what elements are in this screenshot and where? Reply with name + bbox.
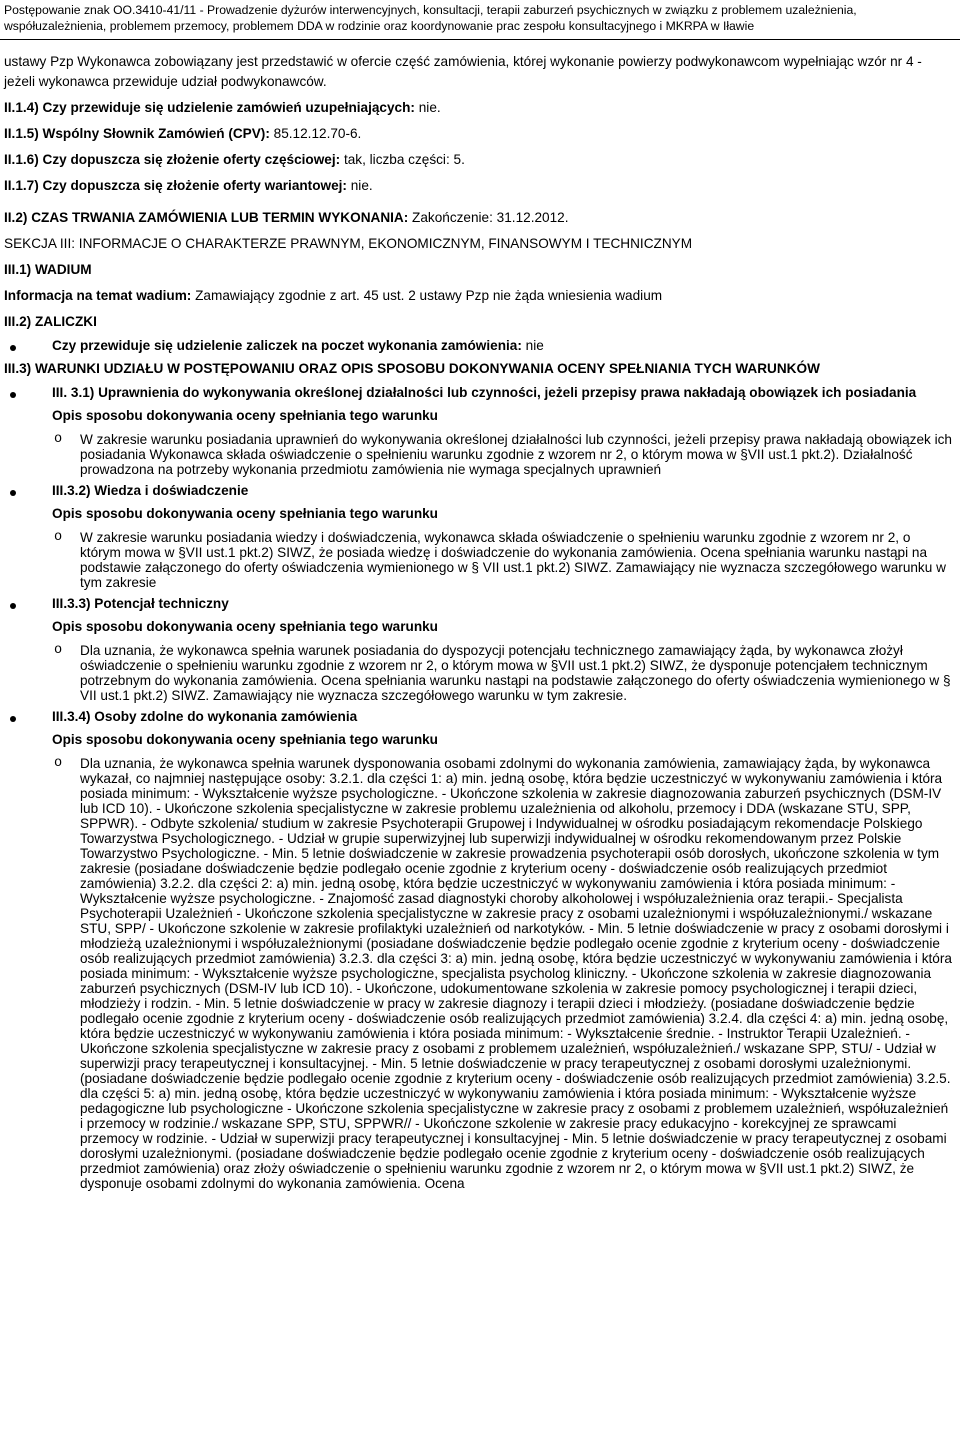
condition-title: III.3.3) Potencjał techniczny [52, 596, 229, 611]
section-ii-1-7 [4, 176, 956, 196]
zaliczki-list [4, 338, 956, 353]
wadium-value: Zamawiający zgodnie z art. 45 ust. 2 ustawy Pzp nie żąda wniesienia wadium [195, 288, 663, 303]
section-ii-1-7-label: II.1.7) Czy dopuszcza się złożenie oferty wariantowej: [4, 178, 347, 193]
condition-description: o Dla uznania, że wykonawca spełnia warunek dysponowania osobami zdolnymi do wykonania zamówienia, zamawiający żąda, by wykonawca wykazał, co najmniej następujące osoby: 3.2.1. dla części 1: a) min. jedną osobę, która będzie uczestniczyć w wykonywaniu zamówienia i która posiada minimum: - Wykształcenie wyższe psychologiczne. - Ukończone szkolenia w zakresie diagnozowania zaburzeń psychicznych (DSM-IV lub ICD 10). - Ukończone szkolenia specjalistyczne w zakresie problemu uzależnienia od alkoholu, przemocy i DDA (wskazane STU, SPP, SPPWR). - Odbyte szkolenia/ studium w zakresie Psychoterapii Grupowej i Indywidualnej w ośrodku posiadającym rekomendacje Polskiego Towarzystwa Psychologicznego. - Udział w grupie superwizyjnej lub superwizji indywidualnej w ośrodku rekomendowanym przez Polskie Towarzystwo Psychologiczne. - Min. 5 letnie doświadczenie w zakresie prowadzenia psychoterapii osób dorosłych, ukończone szkolenia w tym zakresie (posiadane doświadczenie będzie podlegało ocenie zgodnie z kryterium oceny - doświadczenie osób realizujących przedmiot zamówienia) 3.2.2. dla części 2: a) min. jedną osobę, która będzie uczestniczyć w wykonywaniu zamówienia i która posiada minimum: - Wykształcenie wyższe psychologiczne. - Znajomość zasad diagnostyki choroby alkoholowej i współuzależnienia oraz terapii.- Specjalista Psychoterapii Uzależnień - Ukończone szkolenia specjalistyczne w zakresie pracy z osobami uzależnionymi i współuzależnionymi./ wskazane STU, SPP/ - Ukończone szkolenie w zakresie profilaktyki uzależnień od narkotyków. - Min. 5 letnie doświadczenie w pracy z osobami dorosłymi i młodzieżą uzależnionymi i współuzależnionymi (posiadane doświadczenie będzie podlegało ocenie zgodnie z kryterium oceny - doświadczenie osób realizujących przedmiot zamówienia) 3.2.3. dla części 3: a) min. jedną osobę, która będzie uczestniczyć w wykonywaniu zamówienia i która posiada minimum: - Wykształcenie wyższe psychologiczne, specjalista psycholog kliniczny. - Ukończone szkolenia w zakresie diagnozowania zaburzeń psychicznych (DSM-IV lub ICD 10). - Ukończone, udokumentowane szkolenia w zakresie pomocy psychologicznej i terapii dzieci, młodzieży i rodzin. - Min. 5 letnie doświadczenie w pracy w zakresie diagnozy i terapii dzieci i młodzieży. (posiadane doświadczenie będzie podlegało ocenie zgodnie z kryterium oceny - doświadczenie osób realizujących przedmiot zamówienia) 3.2.4. dla części 4: a) min. jedną osobę, która będzie uczestniczyć w wykonywaniu zamówienia i która posiada minimum: - Wykształcenie średnie. - Instruktor Terapii Uzależnień. - Ukończone szkolenia specjalistyczne w zakresie pracy z osobami z problemem uzależnień, współuzależnień./ wskazane SPP, STU/ - Udział w superwizji pracy terapeutycznej i konsultacyjnej. - Min. 5 letnie doświadczenie w pracy terapeutycznej z osobami dorosłymi uzależnionymi. (posiadane doświadczenie będzie podlegało ocenie zgodnie z kryterium oceny - doświadczenie osób realizujących przedmiot zamówienia) 3.2.5. dla części 5: a) min. jedną osobę, która będzie uczestniczyć w wykonywaniu zamówienia i która posiada minimum: - Wykształcenie wyższe pedagogiczne lub psychologiczne - Ukończone szkolenia specjalistyczne w zakresie pracy z osobami z problemem uzależnień, współuzależnień i przemocy w rodzinie./ wskazane SPP, STU, SPPWR// - Ukończone szkolenie w zakresie pracy edukacyjno - korekcyjnej ze sprawcami przemocy w rodzinie. - Udział w superwizji pracy terapeutycznej i konsultacyjnej - Min. 5 letnie doświadczenie w pracy terapeutycznej z osobami dorosłymi uzależnionymi. (posiadane doświadczenie będzie podlegało ocenie zgodnie z kryterium oceny - doświadczenie osób realizujących przedmiot zamówienia) oraz złoży oświadczenie o spełnieniu warunku zgodnie z wzorem nr 2, o którym mowa w §VII ust.1 pkt.2) SIWZ, że dysponuje osobami zdolnymi do wykonania zamówienia. Ocena [4, 756, 956, 1191]
condition-item [4, 596, 956, 611]
condition-description-list [4, 530, 956, 590]
header-text: Postępowanie znak OO.3410-41/11 - Prowadzenie dyżurów interwencyjnych, konsultacji, terapii zaburzeń psychicznych w związku z problemem uzależnienia, współuzależnienia, problemem przemocy, problemem DDA w rodzinie oraz koordynowanie prac zespołu konsultacyjnego i MKRPA w Iławie [4, 3, 857, 33]
conditions-list [4, 483, 956, 498]
condition-description: o W zakresie warunku posiadania wiedzy i doświadczenia, wykonawca składa oświadczenie o spełnieniu warunku zgodnie z wzorem nr 2, o którym mowa w §VII ust.1 pkt.2) SIWZ, że posiada wiedzę i doświadczenie do wykonania zamówienia. Ocena spełniania warunku nastąpi na podstawie załączonego do oferty oświadczenia wymienionego w § VII ust.1 pkt.2) SIWZ. Zamawiający nie wyznacza szczegółowego warunku w tym zakresie [4, 530, 956, 590]
section-ii-1-4 [4, 98, 956, 118]
section-iii-3-title: III.3) WARUNKI UDZIAŁU W POSTĘPOWANIU ORAZ OPIS SPOSOBU DOKONYWANIA OCENY SPEŁNIANIA TYCH WARUNKÓW [4, 361, 820, 376]
opis-label: Opis sposobu dokonywania oceny spełniania tego warunku [52, 619, 438, 634]
section-ii-1-5-value: 85.12.12.70-6. [273, 126, 362, 141]
opis-label: Opis sposobu dokonywania oceny spełniania tego warunku [52, 408, 438, 423]
section-ii-2 [4, 208, 956, 228]
section-iii-1-title: III.1) WADIUM [4, 262, 92, 277]
zaliczki-value: nie [525, 338, 544, 353]
section-ii-1-7-value: nie. [350, 178, 373, 193]
zaliczki-item [4, 338, 956, 353]
condition-title: III.3.4) Osoby zdolne do wykonania zamówienia [52, 709, 358, 724]
conditions-list [4, 709, 956, 724]
conditions-list [4, 596, 956, 611]
condition-item [4, 709, 956, 724]
section-ii-1-5-label: II.1.5) Wspólny Słownik Zamówień (CPV): [4, 126, 270, 141]
condition-description: o Dla uznania, że wykonawca spełnia warunek posiadania do dyspozycji potencjału technicznego zamawiający żąda, by wykonawca złożył oświadczenie o spełnieniu warunku zgodnie z wzorem nr 2, o którym mowa w §VII ust.1 pkt.2) SIWZ, że dysponuje potencjałem technicznym potrzebnym do wykonania zamówienia. Ocena spełniania warunku nastąpi na podstawie załączonego do oferty oświadczenia wymienionego w § VII ust.1 pkt.2) SIWZ. Zamawiający nie wyznacza szczegółowego warunku w tym zakresie. [4, 643, 956, 703]
condition-item [4, 385, 956, 400]
opis-label: Opis sposobu dokonywania oceny spełniania tego warunku [52, 506, 438, 521]
condition-description-list [4, 756, 956, 1191]
condition-description-list [4, 432, 956, 477]
section-ii-1-6-label: II.1.6) Czy dopuszcza się złożenie oferty częściowej: [4, 152, 341, 167]
section-ii-2-label: II.2) CZAS TRWANIA ZAMÓWIENIA LUB TERMIN WYKONANIA: [4, 210, 409, 225]
section-ii-1-4-label: II.1.4) Czy przewiduje się udzielenie zamówień uzupełniających: [4, 100, 415, 115]
condition-title: III. 3.1) Uprawnienia do wykonywania określonej działalności lub czynności, jeżeli przepisy prawa nakładają obowiązek ich posiadania [52, 385, 917, 400]
condition-title: III.3.2) Wiedza i doświadczenie [52, 483, 249, 498]
document-header [0, 0, 960, 40]
document-body [0, 52, 960, 1191]
wadium-label: Informacja na temat wadium: [4, 288, 192, 303]
section-ii-1-6 [4, 150, 956, 170]
section-ii-1-5 [4, 124, 956, 144]
condition-item [4, 483, 956, 498]
section-ii-1-6-value: tak, liczba części: 5. [343, 152, 465, 167]
condition-description: o W zakresie warunku posiadania uprawnień do wykonywania określonej działalności lub czynności, jeżeli przepisy prawa nakładają obowiązek ich posiadania Wykonawca składa oświadczenie o spełnieniu warunku zgodnie z wzorem nr 2, o którym mowa w §VII ust.1 pkt.2). Działalność prowadzona na potrzeby wykonania przedmiotu zamówienia nie wymaga specjalnych uprawnień [4, 432, 956, 477]
intro-paragraph: ustawy Pzp Wykonawca zobowiązany jest przedstawić w ofercie część zamówienia, której wykonanie powierzy podwykonawcom wypełniając wzór nr 4 - jeżeli wykonawca przewiduje udział podwykonawców. [4, 54, 922, 89]
section-iii-2-title: III.2) ZALICZKI [4, 314, 97, 329]
condition-description-list [4, 643, 956, 703]
section-ii-2-value: Zakończenie: 31.12.2012. [412, 210, 569, 225]
opis-label: Opis sposobu dokonywania oceny spełniania tego warunku [52, 732, 438, 747]
wadium-info [4, 286, 956, 306]
section-iii-title: SEKCJA III: INFORMACJE O CHARAKTERZE PRAWNYM, EKONOMICZNYM, FINANSOWYM I TECHNICZNYM [4, 236, 693, 251]
zaliczki-label: Czy przewiduje się udzielenie zaliczek na poczet wykonania zamówienia: [52, 338, 522, 353]
section-ii-1-4-value: nie. [418, 100, 441, 115]
conditions-list [4, 385, 956, 400]
